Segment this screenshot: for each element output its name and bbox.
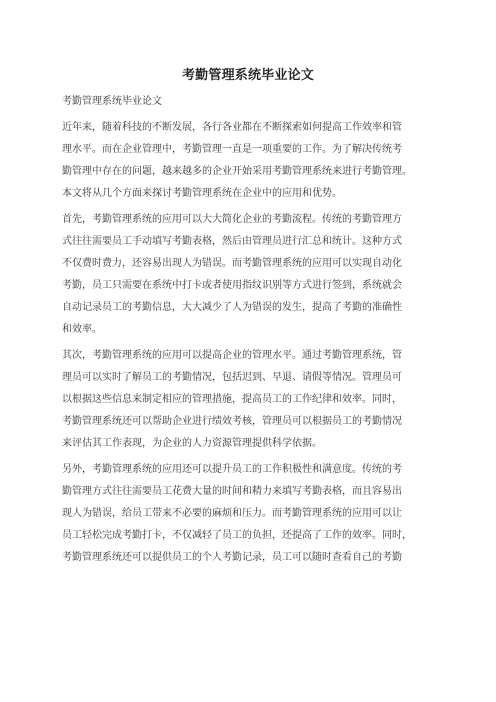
- text-line-17: 勤管理方式往往需要员工花费大量的时间和精力来填写考勤表格，而且容易出: [62, 486, 402, 497]
- text-line-10: 和效率。: [62, 324, 102, 335]
- text-line-13: 以根据这些信息来制定相应的管理措施，提高员工的工作纪律和效率。同时，: [62, 394, 402, 405]
- text-line-4: 本文将从几个方面来探讨考勤管理系统在企业中的应用和优势。: [62, 188, 342, 199]
- text-line-18: 现人为错误，给员工带来不必要的麻烦和压力。而考勤管理系统的应用可以让: [62, 508, 402, 519]
- document-subtitle: 考勤管理系统毕业论文: [62, 96, 162, 107]
- text-line-3: 勤管理中存在的问题，越来越多的企业开始采用考勤管理系统来进行考勤管理。: [62, 166, 412, 177]
- text-line-2: 理水平。而在企业管理中，考勤管理一直是一项重要的工作。为了解决传统考: [62, 144, 402, 155]
- text-line-7: 不仅费时费力，还容易出现人为错误。而考勤管理系统的应用可以实现自动化: [62, 258, 402, 269]
- text-line-19: 员工轻松完成考勤打卡，不仅减轻了员工的负担，还提高了工作的效率。同时，: [62, 530, 412, 541]
- text-line-8: 考勤，员工只需要在系统中打卡或者使用指纹识别等方式进行签到，系统就会: [62, 280, 402, 291]
- text-line-20: 考勤管理系统还可以提供员工的个人考勤记录，员工可以随时查看自己的考勤: [62, 552, 402, 563]
- text-line-6: 式往往需要员工手动填写考勤表格，然后由管理员进行汇总和统计。这种方式: [62, 236, 402, 247]
- text-line-16: 另外，考勤管理系统的应用还可以提升员工的工作积极性和满意度。传统的考: [62, 464, 402, 475]
- text-line-12: 理员可以实时了解员工的考勤情况，包括迟到、早退、请假等情况。管理员可: [62, 372, 402, 383]
- text-line-1: 近年来，随着科技的不断发展，各行各业都在不断探索如何提高工作效率和管: [62, 122, 402, 133]
- document-title: 考勤管理系统毕业论文: [181, 68, 314, 83]
- text-line-15: 来评估其工作表现，为企业的人力资源管理提供科学依据。: [62, 438, 322, 449]
- text-line-9: 自动记录员工的考勤信息，大大减少了人为错误的发生，提高了考勤的准确性: [62, 302, 402, 313]
- text-line-14: 考勤管理系统还可以帮助企业进行绩效考核，管理员可以根据员工的考勤情况: [62, 416, 402, 427]
- text-line-11: 其次，考勤管理系统的应用可以提高企业的管理水平。通过考勤管理系统，管: [62, 350, 402, 361]
- text-line-5: 首先，考勤管理系统的应用可以大大简化企业的考勤流程。传统的考勤管理方: [62, 214, 402, 225]
